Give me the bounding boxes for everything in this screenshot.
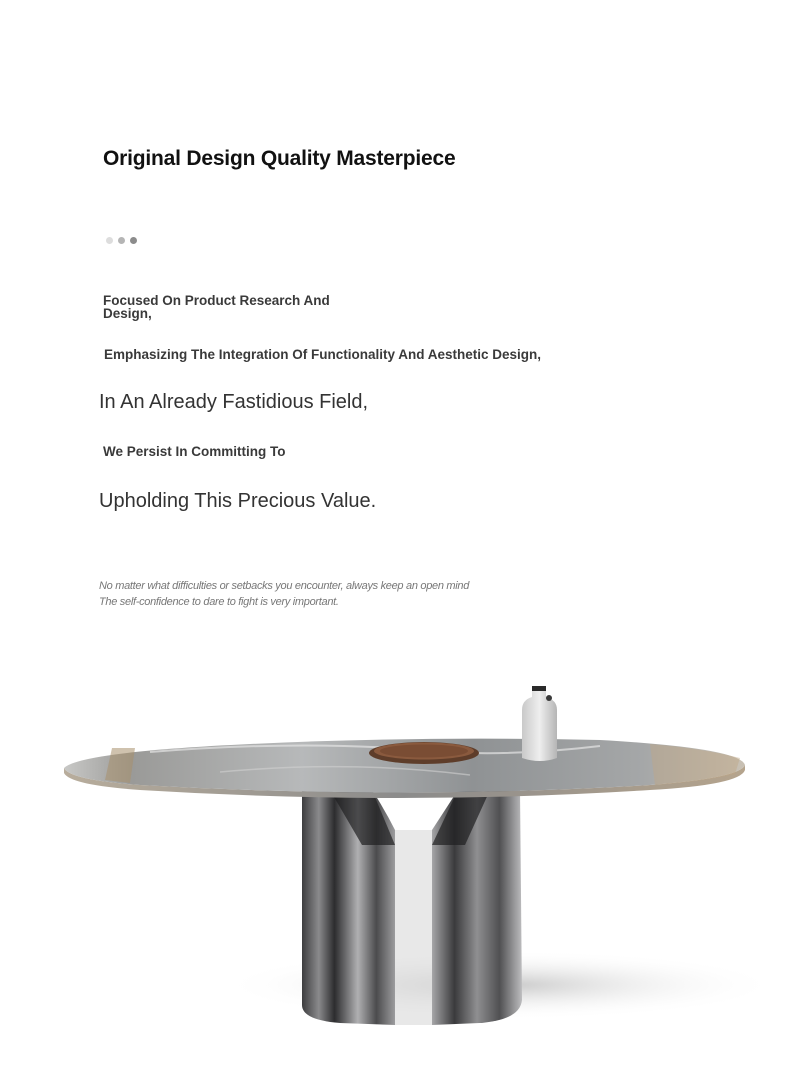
body-line-fastidious: In An Already Fastidious Field, [99, 391, 369, 413]
tagline-line-2: The self-confidence to dare to fight is very important. [99, 596, 339, 608]
body-line-integration: Emphasizing The Integration Of Functionality And Aesthetic Design, [104, 347, 542, 362]
tagline-line-1: No matter what difficulties or setbacks you encounter, always keep an open mind [99, 580, 470, 592]
body-line-research: Focused On Product Research And Design, [103, 293, 330, 321]
slide-indicator [106, 237, 137, 244]
body-line-value: Upholding This Precious Value. [99, 490, 377, 512]
page-title: Original Design Quality Masterpiece [103, 147, 456, 170]
indicator-dot [130, 237, 137, 244]
indicator-dot [106, 237, 113, 244]
marble-dining-table-photo [0, 640, 790, 1089]
indicator-dot [118, 237, 125, 244]
body-line-committing: We Persist In Committing To [103, 444, 286, 459]
